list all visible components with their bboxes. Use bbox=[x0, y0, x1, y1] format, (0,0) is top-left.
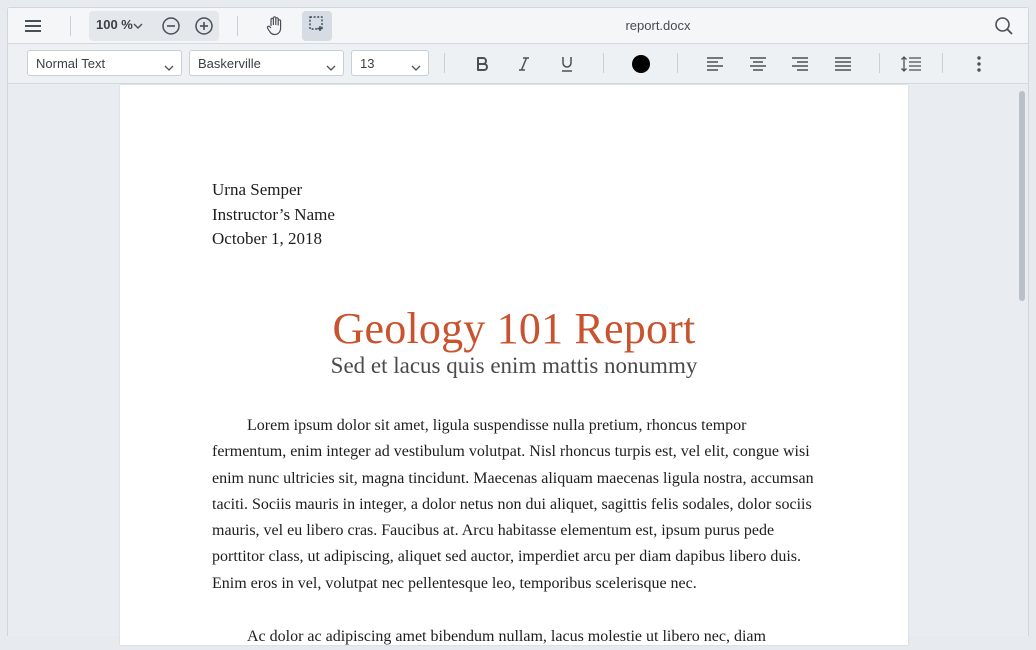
body-paragraph: Ac dolor ac adipiscing amet bibendum nullam, lacus molestie ut libero nec, diam bbox=[247, 628, 766, 645]
document-page[interactable] bbox=[120, 85, 908, 645]
report-subtitle: Sed et lacus quis enim mattis nonummy bbox=[330, 353, 698, 378]
divider bbox=[879, 53, 880, 73]
report-date: October 1, 2018 bbox=[212, 229, 323, 248]
align-justify-icon[interactable] bbox=[830, 51, 856, 77]
align-center-icon[interactable] bbox=[745, 51, 771, 77]
app-window bbox=[7, 7, 1029, 645]
font-size-select[interactable] bbox=[351, 50, 429, 76]
align-left-icon[interactable] bbox=[702, 51, 728, 77]
header-block bbox=[212, 178, 335, 252]
italic-icon[interactable] bbox=[511, 51, 537, 77]
search-icon[interactable] bbox=[992, 14, 1016, 38]
body-paragraph: Lorem ipsum dolor sit amet, ligula suspendisse nulla pretium, rhoncus tempor fermentum, enim integer ad vestibulum volutpat. Nisl rhoncus turpis est, vel elit, congue wisi enim nunc ultricies sit, magna tincidunt. Maecenas aliquam maecenas ligula nostra, accumsan taciti. Sociis mauris in integer, a dolor netus non dui aliquet, sagittis felis sodales, dolor sociis mauris, vel eu libero cras. Faucibus at. Arcu habitasse elementum est, ipsum purus pede porttitor class, ut adipiscing, aliquet sed auctor, imperdiet arcu per diam dapibus libero duis. Enim eros in vel, volutpat nec pellentesque leo, temporibus scelerisque nec. bbox=[212, 417, 814, 592]
divider bbox=[942, 53, 943, 73]
document-title: report.docx bbox=[625, 18, 691, 33]
text-color-button[interactable] bbox=[628, 51, 654, 77]
more-vertical-icon[interactable] bbox=[966, 51, 992, 77]
underline-icon[interactable] bbox=[554, 51, 580, 77]
zoom-level[interactable]: 100 % bbox=[96, 17, 133, 32]
instructor-name: Instructor’s Name bbox=[212, 204, 335, 224]
chevron-down-icon bbox=[164, 59, 174, 74]
top-toolbar bbox=[8, 8, 1028, 44]
bold-icon[interactable] bbox=[469, 51, 495, 77]
report-title: Geology 101 Report bbox=[332, 304, 696, 353]
chevron-down-icon bbox=[411, 59, 421, 74]
author-name: Urna Semper bbox=[212, 180, 303, 199]
font-select[interactable] bbox=[189, 50, 344, 76]
font-value: Baskerville bbox=[198, 56, 261, 71]
style-value: Normal Text bbox=[36, 56, 106, 71]
style-select[interactable] bbox=[27, 50, 182, 76]
font-size-value: 13 bbox=[360, 56, 375, 71]
divider bbox=[603, 53, 604, 73]
divider bbox=[677, 53, 678, 73]
text-color-swatch bbox=[632, 55, 650, 73]
scrollbar-thumb[interactable] bbox=[1019, 91, 1025, 301]
line-spacing-icon[interactable] bbox=[898, 51, 924, 77]
chevron-down-icon bbox=[326, 59, 336, 74]
vertical-scrollbar[interactable] bbox=[1018, 87, 1026, 643]
document-canvas[interactable] bbox=[8, 85, 1028, 645]
align-right-icon[interactable] bbox=[787, 51, 813, 77]
format-toolbar bbox=[8, 44, 1028, 84]
divider bbox=[444, 53, 445, 73]
